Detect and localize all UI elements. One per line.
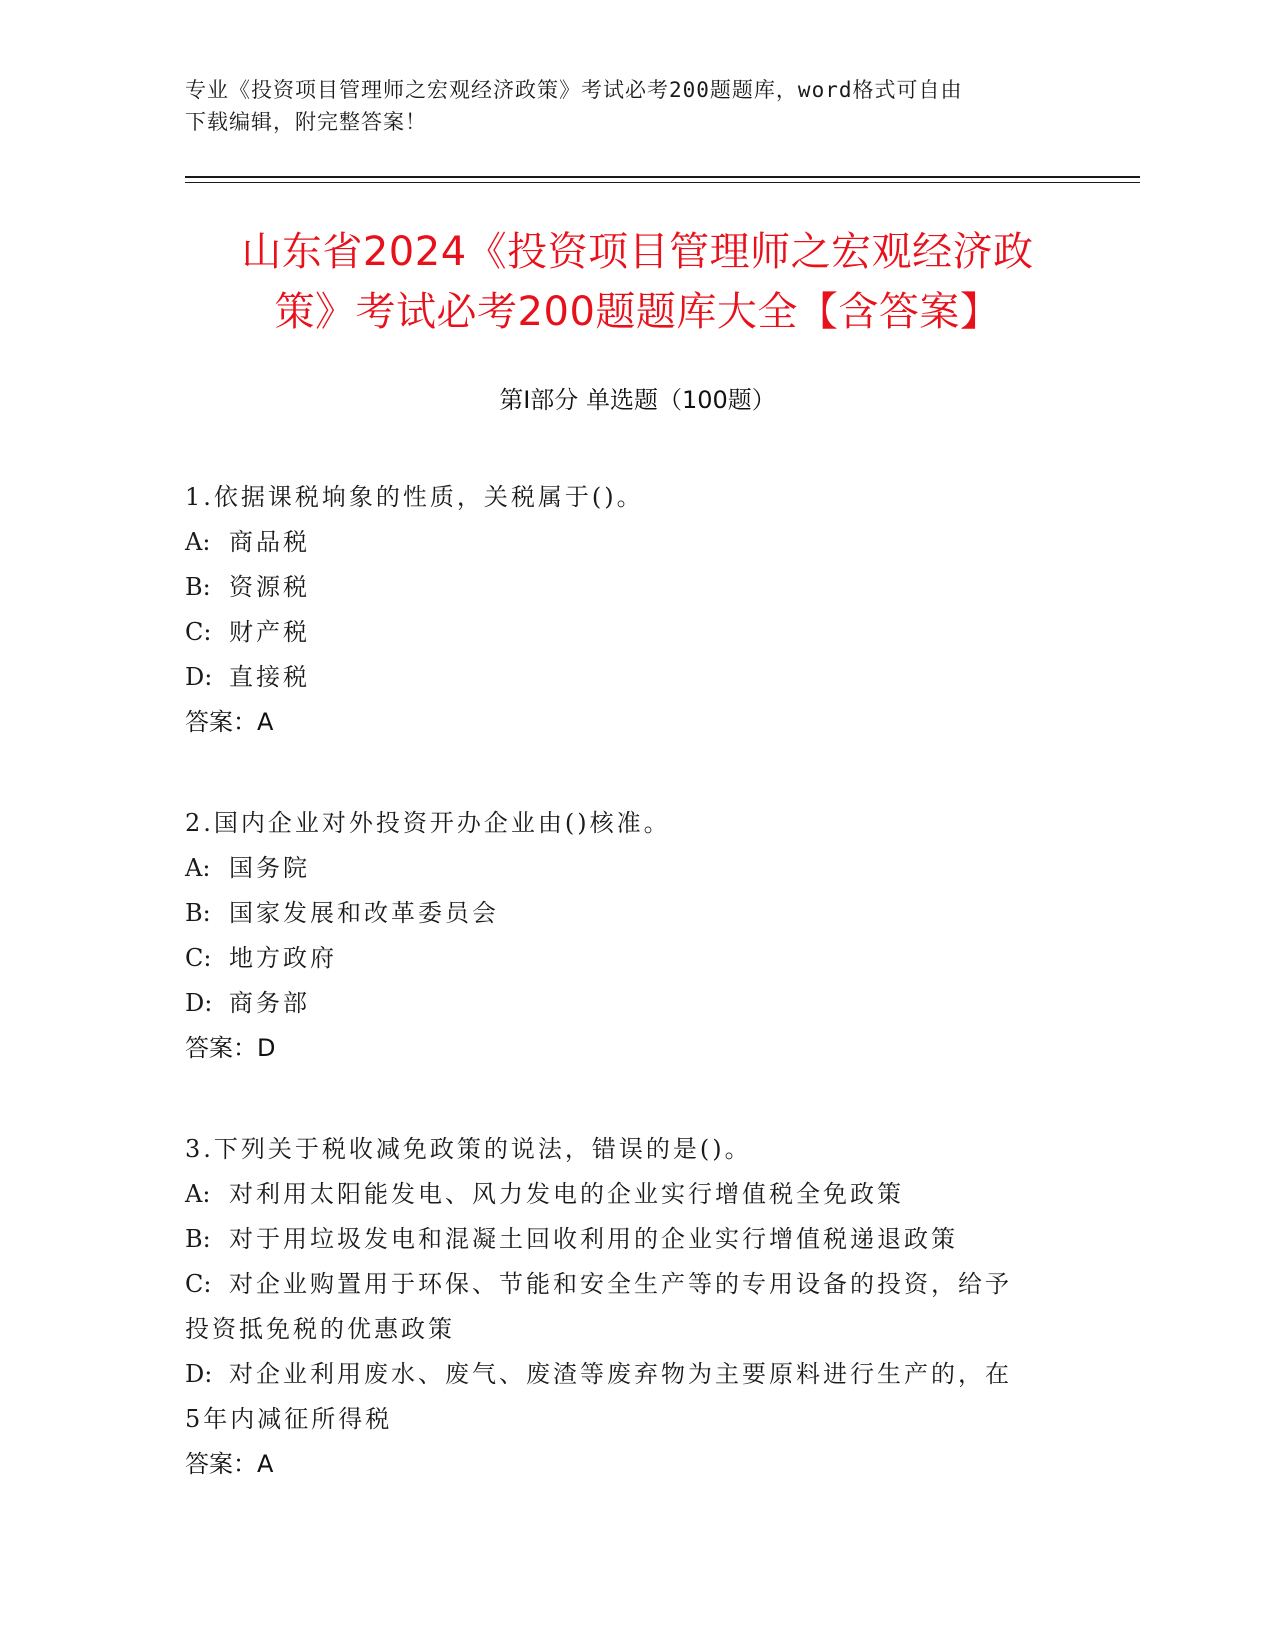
header-divider-thin — [185, 182, 1140, 183]
option-d-continuation: 5年内减征所得税 — [185, 1405, 393, 1433]
option-key: D: — [185, 989, 213, 1017]
question-2 — [185, 801, 1065, 1071]
header-divider-thick — [185, 176, 1140, 178]
document-title-line-2: 策》考试必考200题题库大全【含答案】 — [274, 289, 1001, 335]
question-3 — [185, 1127, 1065, 1487]
option-c — [185, 610, 1065, 655]
option-text: 对企业利用废水、废气、废渣等废弃物为主要原料进行生产的，在 — [229, 1360, 1012, 1388]
option-b — [185, 565, 1065, 610]
question-stem: 3.下列关于税收减免政策的说法，错误的是()。 — [185, 1135, 752, 1163]
option-a — [185, 520, 1065, 565]
option-key: A: — [185, 854, 211, 882]
option-key: D: — [185, 663, 213, 691]
option-text: 财产税 — [229, 618, 310, 646]
option-text: 国家发展和改革委员会 — [229, 899, 499, 927]
option-b — [185, 891, 1065, 936]
option-text: 对利用太阳能发电、风力发电的企业实行增值税全免政策 — [229, 1180, 904, 1208]
option-text: 商品税 — [229, 528, 310, 556]
question-stem: 1.依据课税垧象的性质，关税属于()。 — [185, 483, 644, 511]
option-c-continuation: 投资抵免税的优惠政策 — [185, 1315, 455, 1343]
option-c — [185, 1262, 1065, 1307]
option-key: B: — [185, 1225, 211, 1253]
option-key: C: — [185, 944, 212, 972]
section-title: 第Ⅰ部分 单选题（100题） — [499, 386, 776, 414]
document-title — [160, 222, 1115, 342]
option-c — [185, 936, 1065, 981]
header-note-line-2: 下载编辑，附完整答案！ — [185, 110, 427, 134]
answer-label: 答案：D — [185, 1034, 276, 1062]
option-a — [185, 846, 1065, 891]
answer-label: 答案：A — [185, 708, 274, 736]
option-key: A: — [185, 1180, 211, 1208]
option-d — [185, 981, 1065, 1026]
answer-label: 答案：A — [185, 1450, 274, 1478]
option-text: 对于用垃圾发电和混凝土回收利用的企业实行增值税递退政策 — [229, 1225, 958, 1253]
question-1 — [185, 475, 1065, 745]
question-stem: 2.国内企业对外投资开办企业由()核准。 — [185, 809, 671, 837]
header-note-line-1: 专业《投资项目管理师之宏观经济政策》考试必考200题题库，word格式可自由 — [185, 78, 963, 102]
option-b — [185, 1217, 1065, 1262]
option-key: C: — [185, 1270, 212, 1298]
option-d — [185, 655, 1065, 700]
option-key: C: — [185, 618, 212, 646]
option-text: 商务部 — [229, 989, 310, 1017]
option-text: 资源税 — [229, 573, 310, 601]
option-key: B: — [185, 899, 211, 927]
option-key: A: — [185, 528, 211, 556]
header-note — [185, 74, 1065, 138]
document-title-line-1: 山东省2024《投资项目管理师之宏观经济政 — [241, 229, 1034, 275]
option-a — [185, 1172, 1065, 1217]
option-d — [185, 1352, 1065, 1397]
option-text: 国务院 — [229, 854, 310, 882]
option-text: 直接税 — [229, 663, 310, 691]
option-key: D: — [185, 1360, 213, 1388]
option-key: B: — [185, 573, 211, 601]
option-text: 对企业购置用于环保、节能和安全生产等的专用设备的投资，给予 — [229, 1270, 1012, 1298]
question-list — [185, 475, 1065, 1543]
option-text: 地方政府 — [229, 944, 337, 972]
